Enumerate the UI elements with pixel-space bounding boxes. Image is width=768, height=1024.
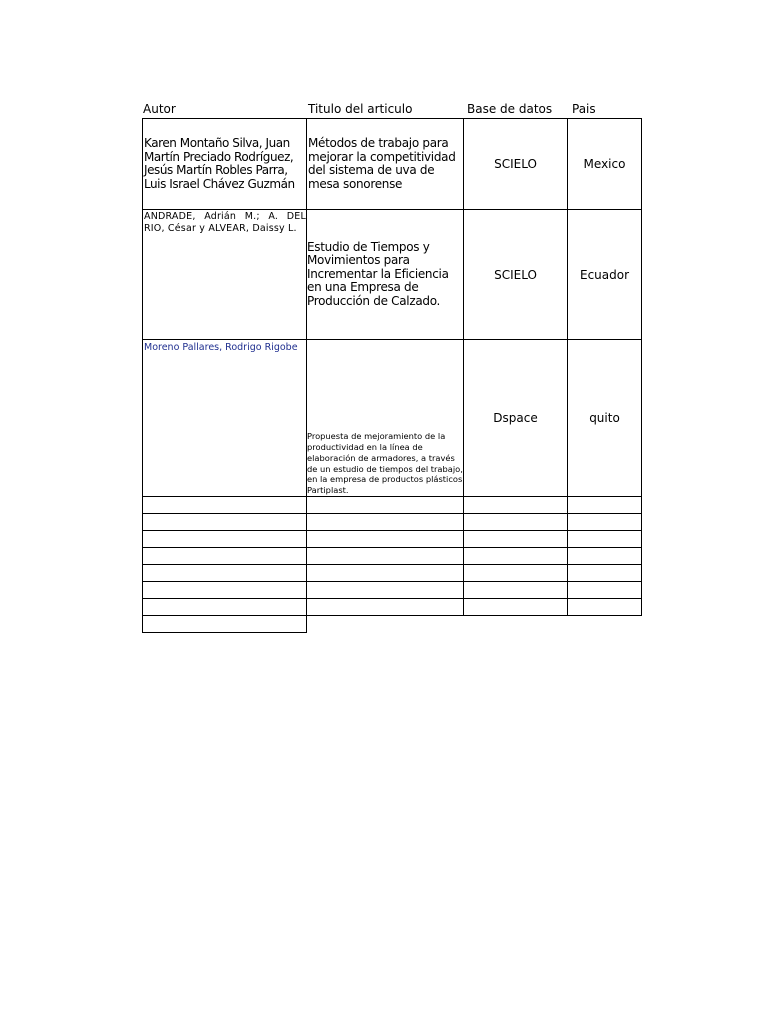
table-row [143,497,642,514]
author-cell [143,119,307,210]
empty-cell [143,616,307,633]
database-cell: Dspace [464,340,568,497]
header-titulo: Titulo del articulo [308,102,413,116]
empty-cell [307,531,464,548]
table-row [143,548,642,565]
author-cell [143,210,307,340]
blank-cell [464,616,568,633]
empty-cell [307,514,464,531]
country-cell: quito [568,340,642,497]
table-row [143,565,642,582]
empty-cell [464,514,568,531]
empty-cell [307,599,464,616]
empty-cell [143,514,307,531]
table-row [143,119,642,210]
empty-cell [464,599,568,616]
empty-cell [143,497,307,514]
articles-table [142,118,642,633]
title-cell [307,119,464,210]
table-row [143,616,642,633]
empty-cell [307,548,464,565]
author-cell [143,340,307,497]
table-row [143,210,642,340]
header-base-de-datos: Base de datos [467,102,553,116]
blank-cell [307,616,464,633]
title-cell: Estudio de Tiempos y Movimientos para Incrementar la Eficiencia en una Empresa de Producción de Calzado. [307,210,464,340]
author-text: Moreno Pallares, Rodrigo Rigobe [144,342,298,353]
empty-cell [568,565,642,582]
table-row [143,582,642,599]
database-cell: SCIELO [464,119,568,210]
empty-cell [307,582,464,599]
empty-cell [464,582,568,599]
empty-cell [307,565,464,582]
empty-cell [568,514,642,531]
table-row [143,531,642,548]
country-cell: Mexico [568,119,642,210]
table-row [143,340,642,497]
empty-cell [568,599,642,616]
empty-cell [568,582,642,599]
empty-cell [143,531,307,548]
empty-cell [143,599,307,616]
header-autor: Autor [143,102,176,116]
empty-cell [143,548,307,565]
empty-cell [464,531,568,548]
author-text: ANDRADE, Adrián M.; A. DEL RIO, César y ALVEAR, Daissy L. [144,211,306,234]
empty-cell [568,531,642,548]
header-pais: Pais [572,102,596,116]
title-cell: Propuesta de mejoramiento de la productividad en la línea de elaboración de armadores, a través de un estudio de tiempos del trabajo, en la empresa de productos plásticos Partiplast. [307,340,464,497]
table-row [143,514,642,531]
table-row [143,599,642,616]
empty-cell [464,565,568,582]
empty-cell [307,497,464,514]
title-text: Métodos de trabajo para mejorar la competitividad del sistema de uva de mesa sonorense [308,136,456,191]
country-cell: Ecuador [568,210,642,340]
empty-cell [464,548,568,565]
empty-cell [143,565,307,582]
empty-cell [143,582,307,599]
blank-cell [568,616,642,633]
empty-cell [568,497,642,514]
empty-cell [568,548,642,565]
database-cell: SCIELO [464,210,568,340]
empty-cell [464,497,568,514]
author-text: Karen Montaño Silva, Juan Martín Preciado Rodríguez, Jesús Martín Robles Parra, Luis Israel Chávez Guzmán [144,136,295,191]
